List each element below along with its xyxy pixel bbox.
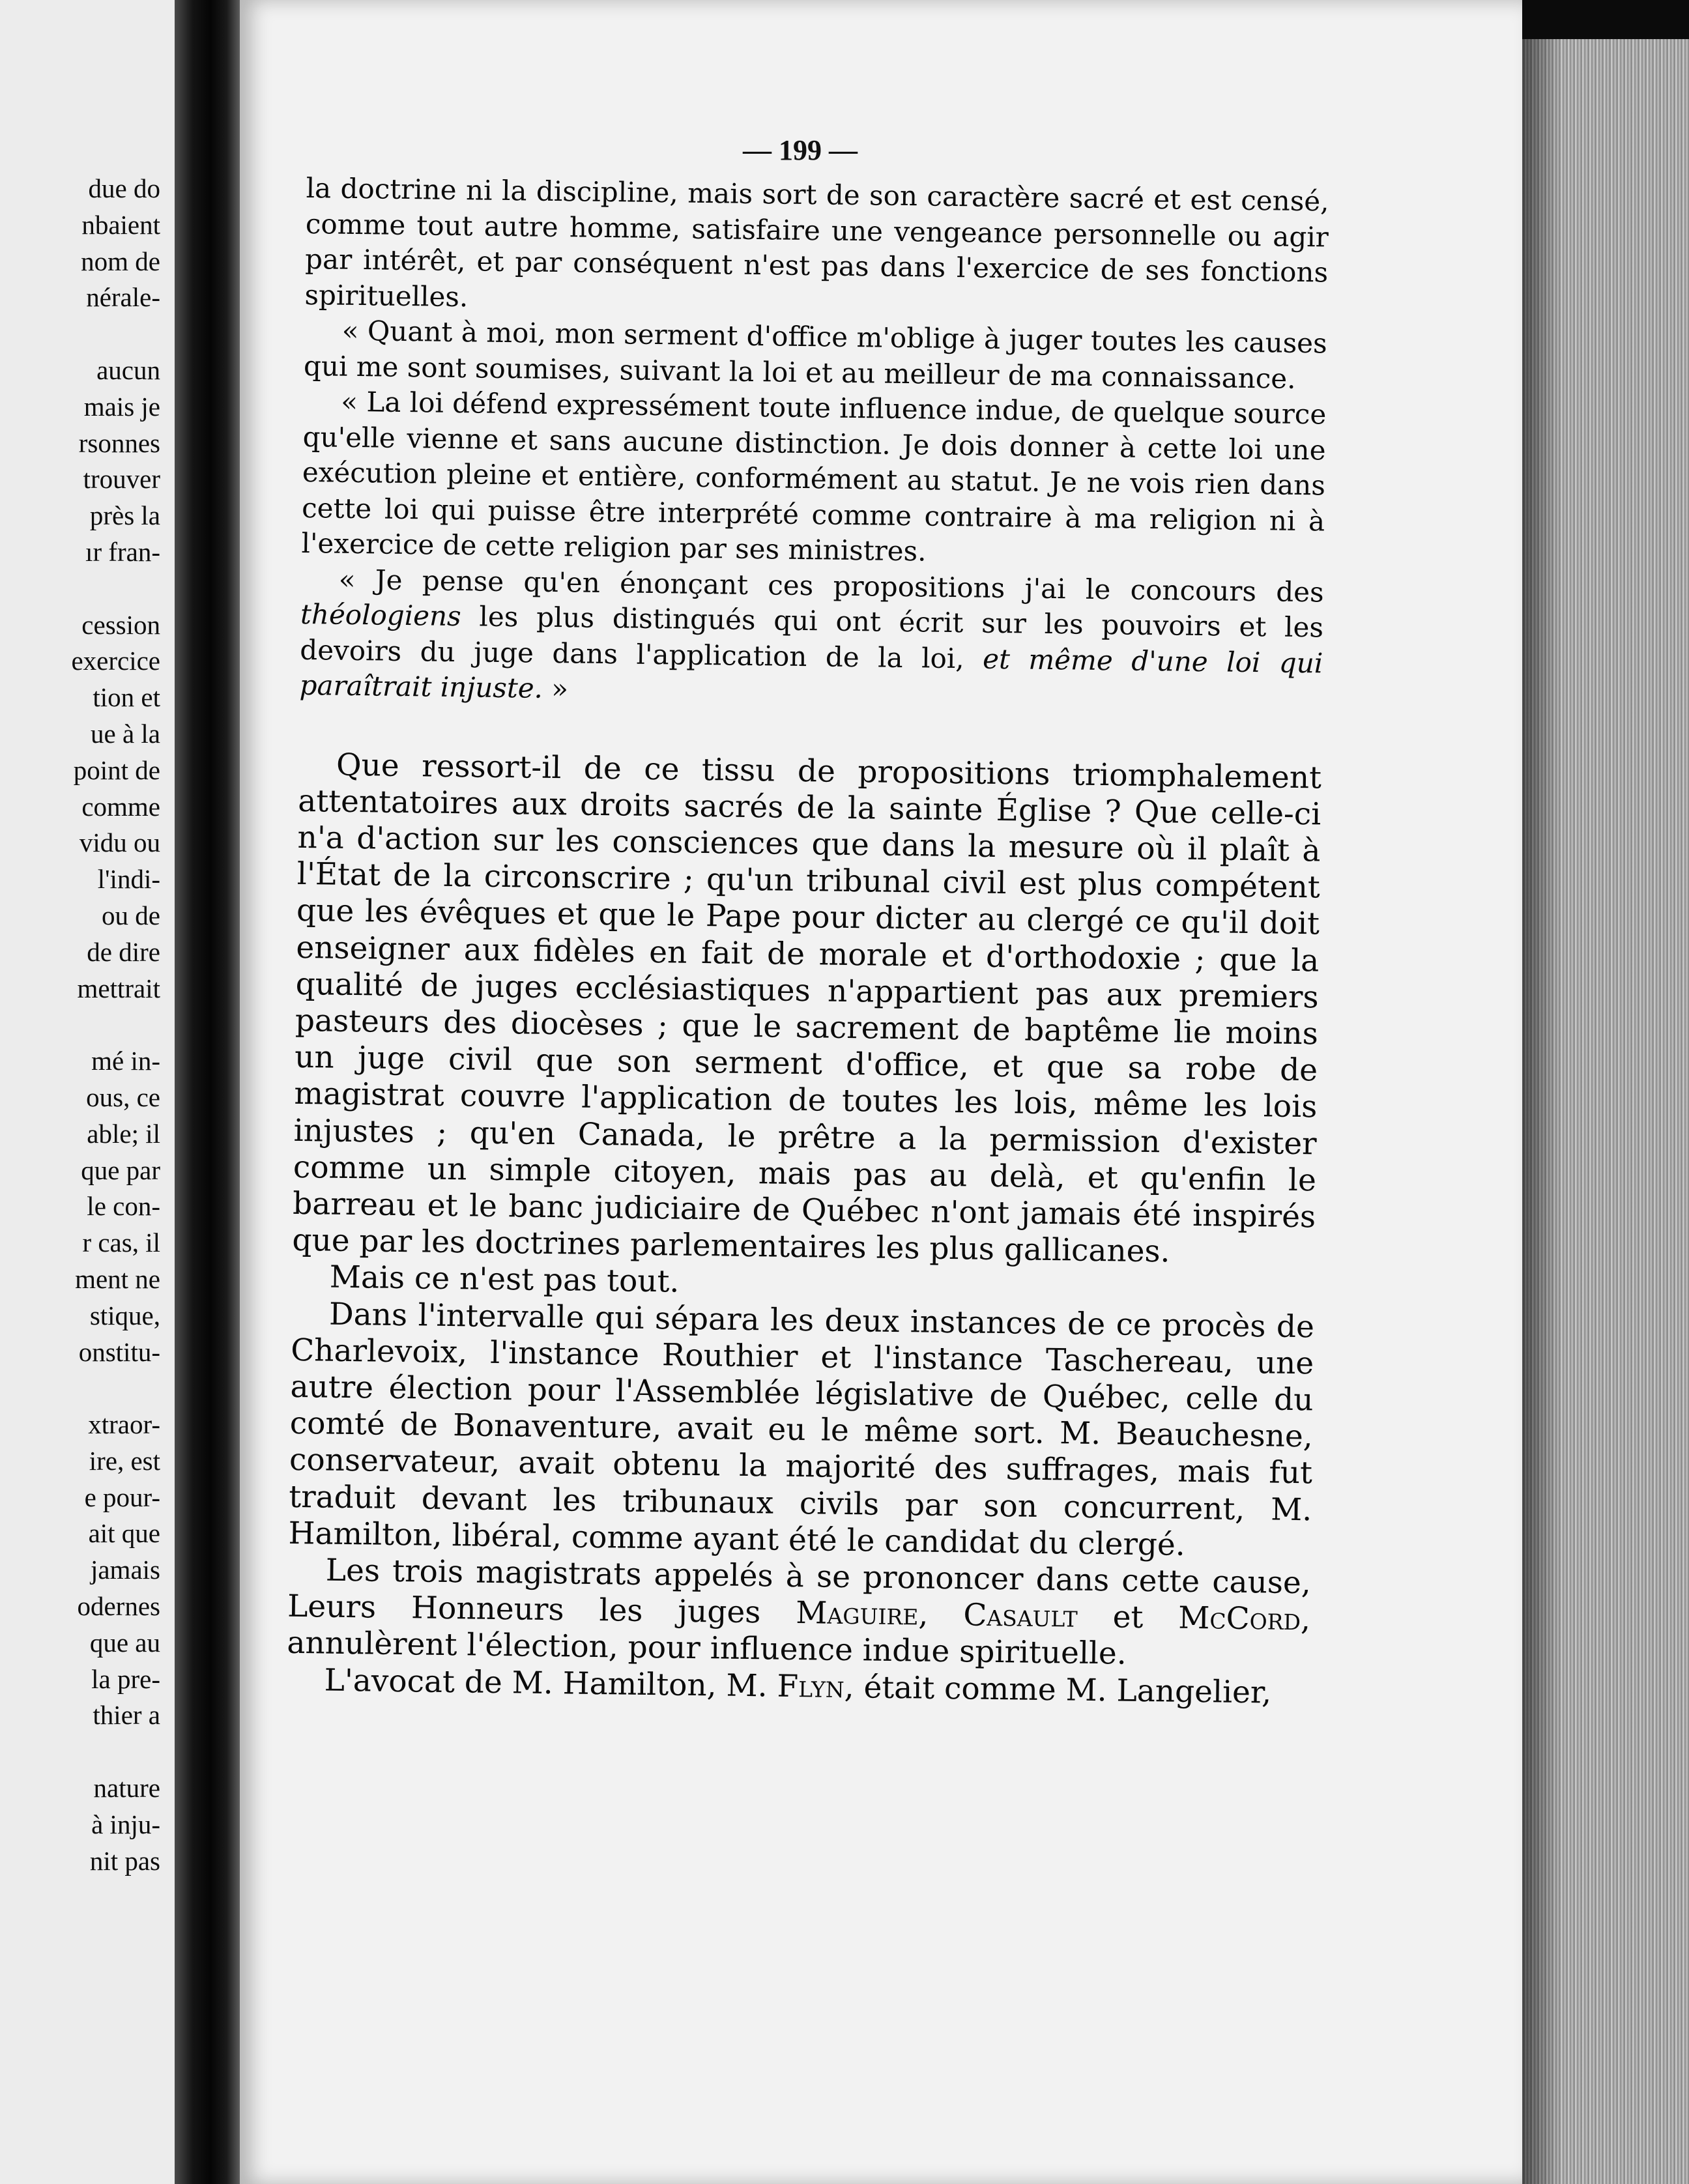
quote-text: « Je pense qu'en énonçant ces propositions j'ai le concours des <box>338 563 1324 608</box>
body-text: L'avocat de M. Hamilton, M. <box>324 1662 777 1704</box>
left-line: xtraor- <box>88 1409 160 1440</box>
left-line: vidu ou <box>79 827 160 858</box>
left-line: nit pas <box>89 1845 160 1876</box>
body-paragraph-4 <box>287 1552 1311 1675</box>
left-line: aucun <box>96 354 160 385</box>
quote-paragraph-4 <box>299 561 1324 717</box>
body-text: , <box>918 1596 964 1633</box>
left-line: mettrait <box>77 973 160 1003</box>
quote-italic-phrase: et même d'une loi qui paraîtrait injuste. <box>299 642 1323 704</box>
left-line: que par <box>81 1155 160 1185</box>
quote-italic-term: théologiens <box>300 597 461 633</box>
left-line: nbaient <box>81 209 160 240</box>
left-line: rsonnes <box>78 427 160 458</box>
left-line: que au <box>89 1627 160 1658</box>
left-line: mé in- <box>91 1046 160 1076</box>
body-text: et <box>1077 1598 1179 1636</box>
body-text: , annulèrent l'élection, pour influence indue spirituelle. <box>287 1602 1311 1673</box>
lawyer-name: Flyn <box>777 1668 845 1705</box>
left-line: de dire <box>87 936 160 967</box>
left-line: able; il <box>87 1118 160 1149</box>
left-line <box>71 1734 160 1770</box>
page-block-top <box>1522 0 1689 39</box>
left-line <box>71 571 160 607</box>
left-line: près la <box>89 500 160 531</box>
left-line: nom de <box>81 246 160 276</box>
quote-text: les plus distingués qui ont écrit sur les pouvoirs et les devoirs du juge dans l'application de la loi, <box>300 600 1324 675</box>
left-line: nérale- <box>86 282 160 313</box>
left-line: ue à la <box>91 718 160 749</box>
left-line: tion et <box>93 682 160 713</box>
page-block-shadow <box>1522 39 1561 2184</box>
quote-close: » <box>542 672 569 705</box>
body-text: , était comme M. Langelier, <box>844 1669 1272 1711</box>
page-text <box>286 171 1329 1712</box>
page-number: — 199 — <box>743 134 858 166</box>
quote-paragraph-1: la doctrine ni la discipline, mais sort de son caractère sacré et est censé, comme tout autre homme, satisfaire une vengeance personnelle ou agir par intérêt, et par conséquent n'est pas dans l'exercice de ses fonctions spirituelles. <box>304 171 1329 313</box>
body-paragraph-3: Dans l'intervalle qui sépara les deux instances de ce procès de Charlevoix, l'instance Routhier et l'instance Taschereau, une autre élection pour l'Assemblée législative de Québec, celle du comté de Bonaventure, avait eu le même sort. M. Beauchesne, conservateur, avait obtenu la majorité des suffrages, mais fut traduit devant les tribunaux civils par son concurrent, M. Hamilton, libéral, comme ayant été le candidat du clergé. <box>288 1296 1315 1563</box>
left-line: r cas, il <box>82 1228 160 1258</box>
judge-name: Casault <box>963 1597 1078 1635</box>
left-line: l'indi- <box>97 864 160 895</box>
left-line: ire, est <box>89 1445 160 1476</box>
quote-paragraph-3: « La loi défend expressément toute influence indue, de quelque source qu'elle vienne et sans aucune distinction. Je dois donner à cette loi une exécution pleine et entière, conformément au statut. Je ne vois rien dans cette loi qui puisse être interprété comme contraire à ma religion ni à l'exercice de cette religion par ses ministres. <box>301 385 1327 568</box>
left-line <box>71 1007 160 1043</box>
left-line: trouver <box>83 464 160 495</box>
left-line: point de <box>73 754 160 785</box>
left-line: ous, ce <box>86 1082 160 1112</box>
left-line: ait que <box>88 1518 160 1549</box>
left-line: ır fran- <box>85 536 160 567</box>
left-line: nature <box>93 1773 160 1803</box>
left-line: le con- <box>87 1191 160 1222</box>
judge-name: McCord <box>1178 1600 1301 1638</box>
judge-name: Maguire <box>795 1595 919 1633</box>
left-line: odernes <box>77 1591 160 1622</box>
previous-page-text <box>71 171 160 1879</box>
left-line: stique, <box>89 1300 160 1330</box>
left-line <box>71 1370 160 1407</box>
body-paragraph-1: Que ressort-il de ce tissu de propositions triomphalement attentatoires aux droits sacrés de la sainte Église ? Que celle-ci n'a d'action sur les consciences que dans la mesure où il plaît à l'État de la circonscrire ; qu'un tribunal civil est plus compétent que les évêques et que le Pape pour dicter au clergé ce qu'il doit enseigner aux fidèles en fait de morale et d'orthodoxie ; que la qualité de juges ecclésiastiques n'appartient pas aux premiers pasteurs des diocèses ; que le sacrement de baptême lie moins un juge civil que son serment d'office, et que sa robe de magistrat couvre l'application de toutes les lois, même les lois injustes ; qu'en Canada, le prêtre a la permission d'exister comme un simple citoyen, mais pas au delà, et qu'enfin le barreau et le banc judiciaire de Québec n'ont jamais été inspirés que par les doctrines parlementaires les plus gallicanes. <box>292 747 1322 1270</box>
quote-paragraph-2: « Quant à moi, mon serment d'office m'oblige à juger toutes les causes qui me sont soumises, suivant la loi et au meilleur de ma connaissance. <box>303 314 1327 395</box>
body-paragraph-2: Mais ce n'est pas tout. <box>329 1259 680 1300</box>
left-line: due do <box>88 173 160 203</box>
left-line: onstitu- <box>78 1336 160 1367</box>
left-line: à inju- <box>91 1809 160 1839</box>
left-line: comme <box>81 791 160 822</box>
left-line: la pre- <box>91 1663 160 1694</box>
left-line: exercice <box>71 646 160 676</box>
left-line <box>71 316 160 352</box>
left-line: jamais <box>90 1555 160 1585</box>
previous-page <box>0 0 175 2184</box>
left-line: cession <box>81 609 160 640</box>
left-line: thier a <box>93 1700 160 1731</box>
left-line: e pour- <box>84 1482 160 1512</box>
left-line: ment ne <box>75 1263 160 1294</box>
book-gutter <box>175 0 240 2184</box>
left-line: mais je <box>83 391 160 422</box>
left-line: ou de <box>102 900 160 930</box>
body-text: Les trois magistrats appelés à se prononcer dans cette cause, Leurs Honneurs les juges <box>287 1552 1312 1631</box>
